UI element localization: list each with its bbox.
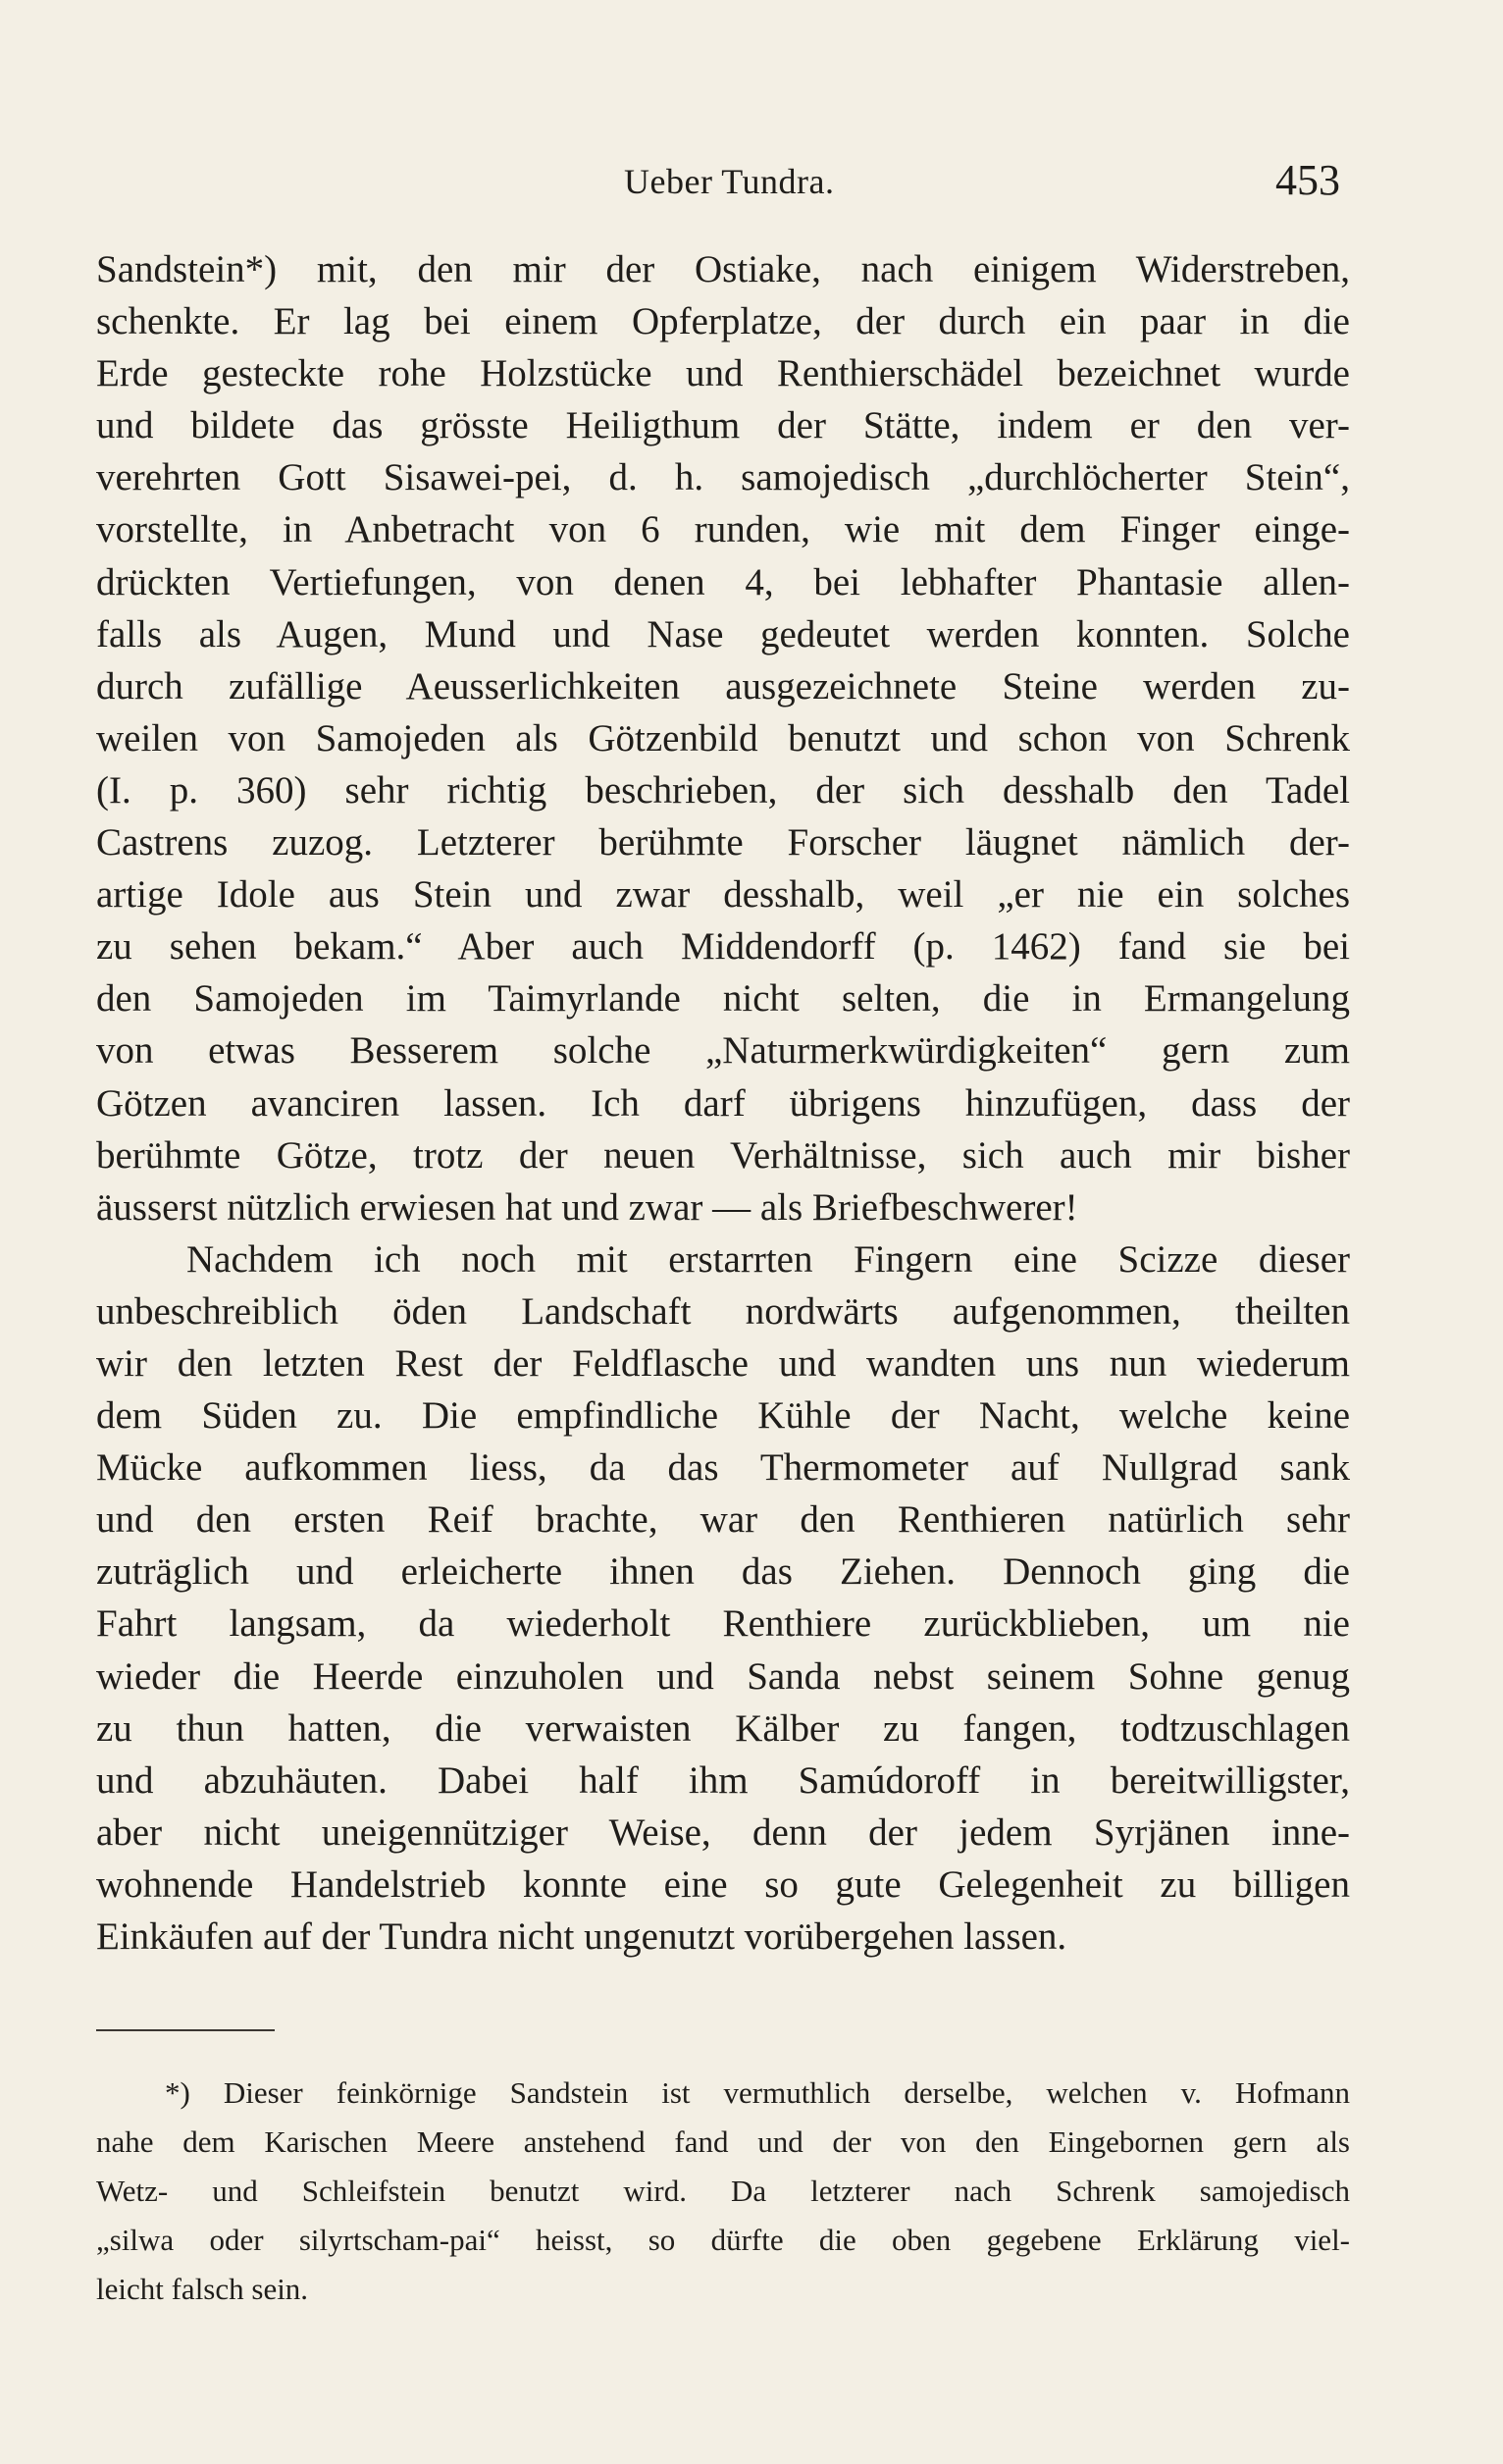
footnote-line: leicht falsch sein. bbox=[96, 2272, 309, 2306]
text-line: berühmte Götze, trotz der neuen Verhältnisse, sich auch mir bisher bbox=[96, 1133, 1350, 1177]
text-line: artige Idole aus Stein und zwar desshalb, weil „er nie ein solches bbox=[96, 873, 1350, 917]
body-text bbox=[96, 243, 1350, 1963]
text-line: Mücke aufkommen liess, da das Thermometer auf Nullgrad sank bbox=[96, 1446, 1350, 1490]
text-line: unbeschreiblich öden Landschaft nordwärts aufgenommen, theilten bbox=[96, 1289, 1350, 1333]
text-line: Sandstein*) mit, den mir der Ostiake, nach einigem Widerstreben, bbox=[96, 248, 1350, 290]
text-line: weilen von Samojeden als Götzenbild benutzt und schon von Schrenk bbox=[96, 716, 1350, 760]
paragraph-start-line: Nachdem ich noch mit erstarrten Fingern eine Scizze dieser bbox=[186, 1237, 1350, 1281]
text-line: wohnende Handelstrieb konnte eine so gute Gelegenheit zu billigen bbox=[96, 1862, 1350, 1906]
text-line: durch zufällige Aeusserlichkeiten ausgezeichnete Steine werden zu- bbox=[96, 664, 1350, 708]
text-line: und abzuhäuten. Dabei half ihm Samúdoroff in bereitwilligster, bbox=[96, 1758, 1350, 1802]
text-line: Fahrt langsam, da wiederholt Renthiere zurückblieben, um nie bbox=[96, 1602, 1350, 1646]
footnote-line: „silwa oder silyrtscham-pai“ heisst, so dürfte die oben gegebene Erklärung viel- bbox=[96, 2223, 1350, 2257]
text-line: zu thun hatten, die verwaisten Kälber zu fangen, todtzuschlagen bbox=[96, 1706, 1350, 1750]
text-line: drückten Vertiefungen, von denen 4, bei lebhafter Phantasie allen- bbox=[96, 560, 1350, 603]
footnote bbox=[96, 2069, 1350, 2314]
text-line: den Samojeden im Taimyrlande nicht selten, die in Ermangelung bbox=[96, 977, 1350, 1021]
text-line: aber nicht uneigennütziger Weise, denn der jedem Syrjänen inne- bbox=[96, 1810, 1350, 1854]
text-line: von etwas Besserem solche „Naturmerkwürdigkeiten“ gern zum bbox=[96, 1029, 1350, 1073]
text-line: Götzen avanciren lassen. Ich darf übrigens hinzufügen, dass der bbox=[96, 1081, 1350, 1125]
text-line: falls als Augen, Mund und Nase gedeutet werden konnten. Solche bbox=[96, 612, 1350, 655]
page-header bbox=[0, 155, 1503, 210]
text-line: zuträglich und erleicherte ihnen das Ziehen. Dennoch ging die bbox=[96, 1550, 1350, 1594]
paragraph-end-line: äusserst nützlich erwiesen hat und zwar — als Briefbeschwerer! bbox=[96, 1185, 1078, 1229]
text-line: wir den letzten Rest der Feldflasche und wandten uns nun wiederum bbox=[96, 1341, 1350, 1385]
text-line: zu sehen bekam.“ Aber auch Middendorff (p. 1462) fand sie bei bbox=[96, 925, 1350, 969]
footnote-line: *) Dieser feinkörnige Sandstein ist vermuthlich derselbe, welchen v. Hofmann bbox=[165, 2075, 1350, 2110]
footnote-line: nahe dem Karischen Meere anstehend fand und der von den Eingebornen gern als bbox=[96, 2124, 1350, 2159]
footnote-divider bbox=[96, 2029, 275, 2031]
footnote-line: Wetz- und Schleifstein benutzt wird. Da letzterer nach Schrenk samojedisch bbox=[96, 2174, 1350, 2208]
text-line: vorstellte, in Anbetracht von 6 runden, wie mit dem Finger einge- bbox=[96, 508, 1350, 551]
text-line: wieder die Heerde einzuholen und Sanda nebst seinem Sohne genug bbox=[96, 1654, 1350, 1698]
running-title: Ueber Tundra. bbox=[624, 162, 835, 201]
text-line: Erde gesteckte rohe Holzstücke und Renthierschädel bezeichnet wurde bbox=[96, 352, 1350, 395]
text-line: und bildete das grösste Heiligthum der Stätte, indem er den ver- bbox=[96, 404, 1350, 447]
text-line: (I. p. 360) sehr richtig beschrieben, der sich desshalb den Tadel bbox=[96, 768, 1350, 812]
text-line: und den ersten Reif brachte, war den Renthieren natürlich sehr bbox=[96, 1498, 1350, 1542]
paragraph-end-line: Einkäufen auf der Tundra nicht ungenutzt vorübergehen lassen. bbox=[96, 1915, 1067, 1958]
text-line: dem Süden zu. Die empfindliche Kühle der Nacht, welche keine bbox=[96, 1394, 1350, 1438]
text-line: schenkte. Er lag bei einem Opferplatze, der durch ein paar in die bbox=[96, 300, 1350, 343]
text-line: verehrten Gott Sisawei-pei, d. h. samojedisch „durchlöcherter Stein“, bbox=[96, 456, 1350, 499]
page-number: 453 bbox=[1275, 156, 1340, 204]
text-line: Castrens zuzog. Letzterer berühmte Forscher läugnet nämlich der- bbox=[96, 821, 1350, 865]
